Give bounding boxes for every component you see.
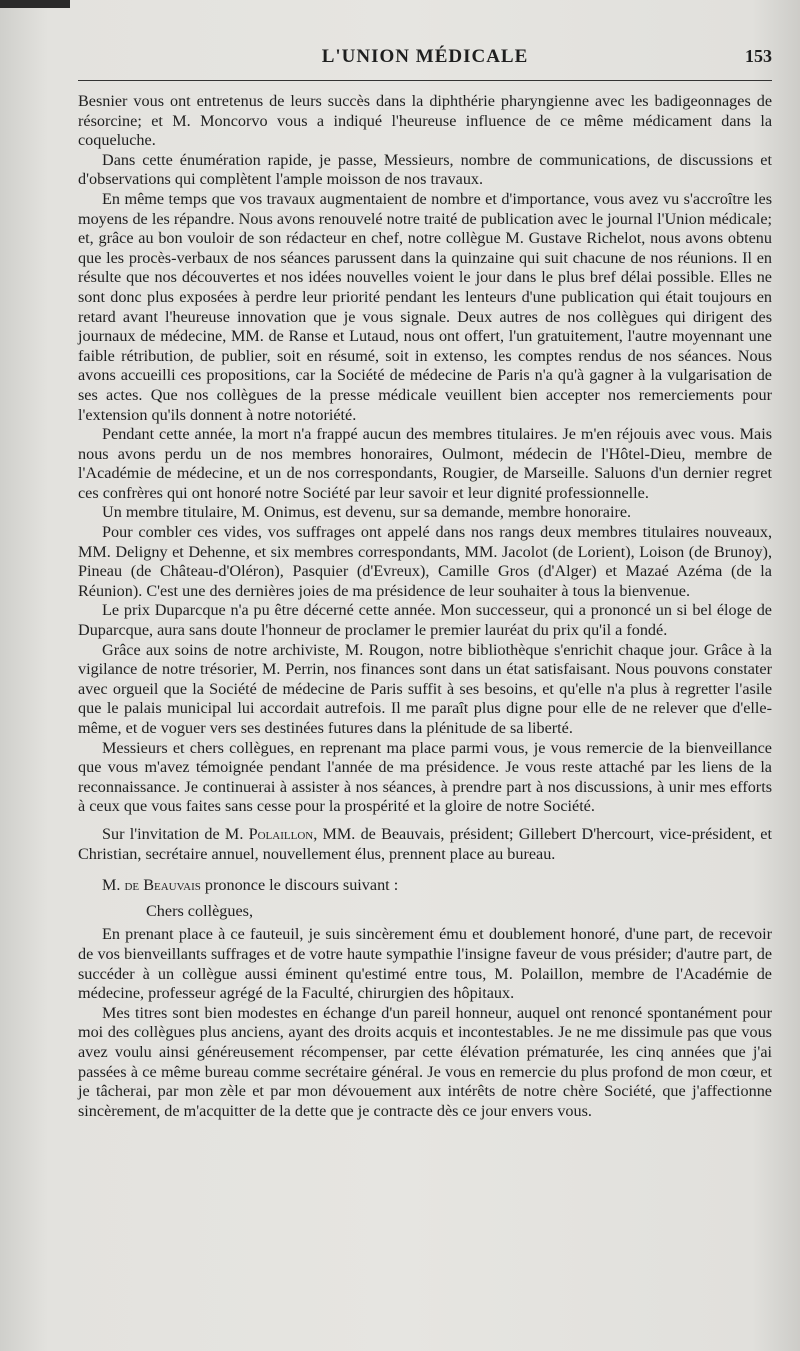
speech-intro-post: prononce le discours suivant : <box>200 876 399 895</box>
paragraph: Besnier vous ont entretenus de leurs succès dans la diphthérie pharyngienne avec les badigeonnages de résorcine; et M. Moncorvo vous a indiqué l'heureuse influence de ce même médicament dans la coqueluche. <box>78 92 772 150</box>
invitation-paragraph <box>78 825 772 864</box>
page-header <box>78 46 772 74</box>
speech-paragraph: Mes titres sont bien modestes en échange d'un pareil honneur, auquel ont renoncé spontanément pour moi des collègues plus anciens, ayant des droits acquis et incontestables. Je ne me dissimule pas que vous avez voulu ainsi généreusement récompenser, par cette élévation prématurée, les cinq années que j'ai passées à ce même bureau comme secrétaire général. Je vous en remercie du plus profond de mon cœur, et je tâcherai, par mon zèle et par mon dévouement aux intérêts de notre chère Société, que j'affectionne sincèrement, de m'acquitter de la dette que je contracte dès ce jour envers vous. <box>78 1003 772 1120</box>
speech-paragraph: En prenant place à ce fauteuil, je suis sincèrement ému et doublement honoré, d'une part, de recevoir de vos bienveillants suffrages et de votre haute sympathie l'insigne faveur de vous présider; d'autre part, de succéder à un collègue aussi éminent qu'estimé entre tous, M. Polaillon, membre de l'Académie de médecine, professeur agrégé de la Faculté, chirurgien des hôpitaux. <box>78 925 772 1003</box>
invitation-text-post: , MM. de Beauvais, président; Gillebert D'hercourt, vice-président, et Christian, secrétaire annuel, nouvellement élus, prennent place au bureau. <box>78 824 772 863</box>
paragraph: Messieurs et chers collègues, en reprenant ma place parmi vous, je vous remercie de la bienveillance que vous m'avez témoignée pendant l'année de ma présidence. Je vous reste attaché par les liens de la reconnaissance. Je continuerai à assister à nos séances, à prendre part à nos discussions, à unir mes efforts à ceux que vous faites sans cesse pour la prospérité et la gloire de notre Société. <box>78 738 772 816</box>
paragraph: En même temps que vos travaux augmentaient de nombre et d'importance, vous avez vu s'accroître les moyens de les répandre. Nous avons renouvelé notre traité de publication avec le journal l'Union médicale; et, grâce au bon vouloir de son rédacteur en chef, notre collègue M. Gustave Richelot, nous avons obtenu que les procès-verbaux de nos séances parussent dans la quinzaine qui suit chacune de nos réunions. Il en résulte que nos découvertes et nos idées nouvelles voient le jour dans le plus bref délai possible. Elles ne sont donc plus exposées à perdre leur priorité pendant les lenteurs d'une publication qui était toujours en retard avant l'heureuse innovation que je vous signale. Deux autres de nos collègues qui dirigent des journaux de médecine, MM. de Ranse et Lutaud, nous ont offert, l'un gratuitement, l'autre moyennant une faible rétribution, de publier, soit en résumé, soit in extenso, les comptes rendus de nos séances. Nous avons accueilli ces propositions, car la Société de médecine de Paris n'a qu'à gagner à la vulgarisation de ses actes. Que nos collègues de la presse médicale veuillent bien accepter nos remerciements pour l'extension qu'ils donnent à notre notoriété. <box>78 189 772 424</box>
binding-shadow <box>0 0 70 8</box>
header-rule <box>78 80 772 81</box>
paragraph: Le prix Duparcque n'a pu être décerné cette année. Mon successeur, qui a prononcé un si bel éloge de Duparcque, aura sans doute l'honneur de proclamer le premier lauréat du prix qu'il a fondé. <box>78 601 772 640</box>
paragraph: Pour combler ces vides, vos suffrages ont appelé dans nos rangs deux membres titulaires nouveaux, MM. Deligny et Dehenne, et six membres correspondants, MM. Jacolot (de Lorient), Loison (de Brunoy), Pineau (de Château-d'Oléron), Pasquier (d'Evreux), Camille Gros (d'Alger) et Mazaé Azéma (de la Réunion). C'est une des dernières joies de ma présidence de leur souhaiter à tous la bienvenue. <box>78 523 772 600</box>
running-title: L'UNION MÉDICALE <box>321 46 529 67</box>
speech-intro <box>78 876 772 896</box>
paragraph: Dans cette énumération rapide, je passe, Messieurs, nombre de communications, de discussions et d'observations qui complètent l'ample moisson de nos travaux. <box>78 150 772 189</box>
article-body <box>78 92 772 1121</box>
salutation: Chers collègues, <box>146 901 253 920</box>
speaker-name: Beauvais <box>143 876 201 895</box>
invitation-text-pre: Sur l'invitation de M. <box>102 824 249 843</box>
page-number: 153 <box>745 46 772 66</box>
paragraph: Grâce aux soins de notre archiviste, M. Rougon, notre bibliothèque s'enrichit chaque jour. Grâce à la vigilance de notre trésorier, M. Perrin, nos finances sont dans un état satisfaisant. Nous pouvons constater avec orgueil que la Société de médecine de Paris suffit à ses besoins, et qu'elle n'a plus à regretter l'asile que le palais municipal lui accordait autrefois. Il me paraît plus digne pour elle de ne relever que d'elle-même, et de voguer vers ses destinées futures dans la plénitude de sa liberté. <box>78 640 772 737</box>
paragraph: Un membre titulaire, M. Onimus, est devenu, sur sa demande, membre honoraire. <box>102 503 632 522</box>
paragraph: Pendant cette année, la mort n'a frappé aucun des membres titulaires. Je m'en réjouis avec vous. Mais nous avons perdu un de nos membres honoraires, Oulmont, médecin de l'Hôtel-Dieu, membre de l'Académie de médecine, et un de nos correspondants, Rougier, de Marseille. Saluons d'un dernier regret ces confrères qui ont honoré notre Société par leur savoir et leur dignité professionnelle. <box>78 425 772 502</box>
speech-intro-prefix: M. de <box>102 876 144 895</box>
invitation-name: Polaillon <box>248 824 314 843</box>
